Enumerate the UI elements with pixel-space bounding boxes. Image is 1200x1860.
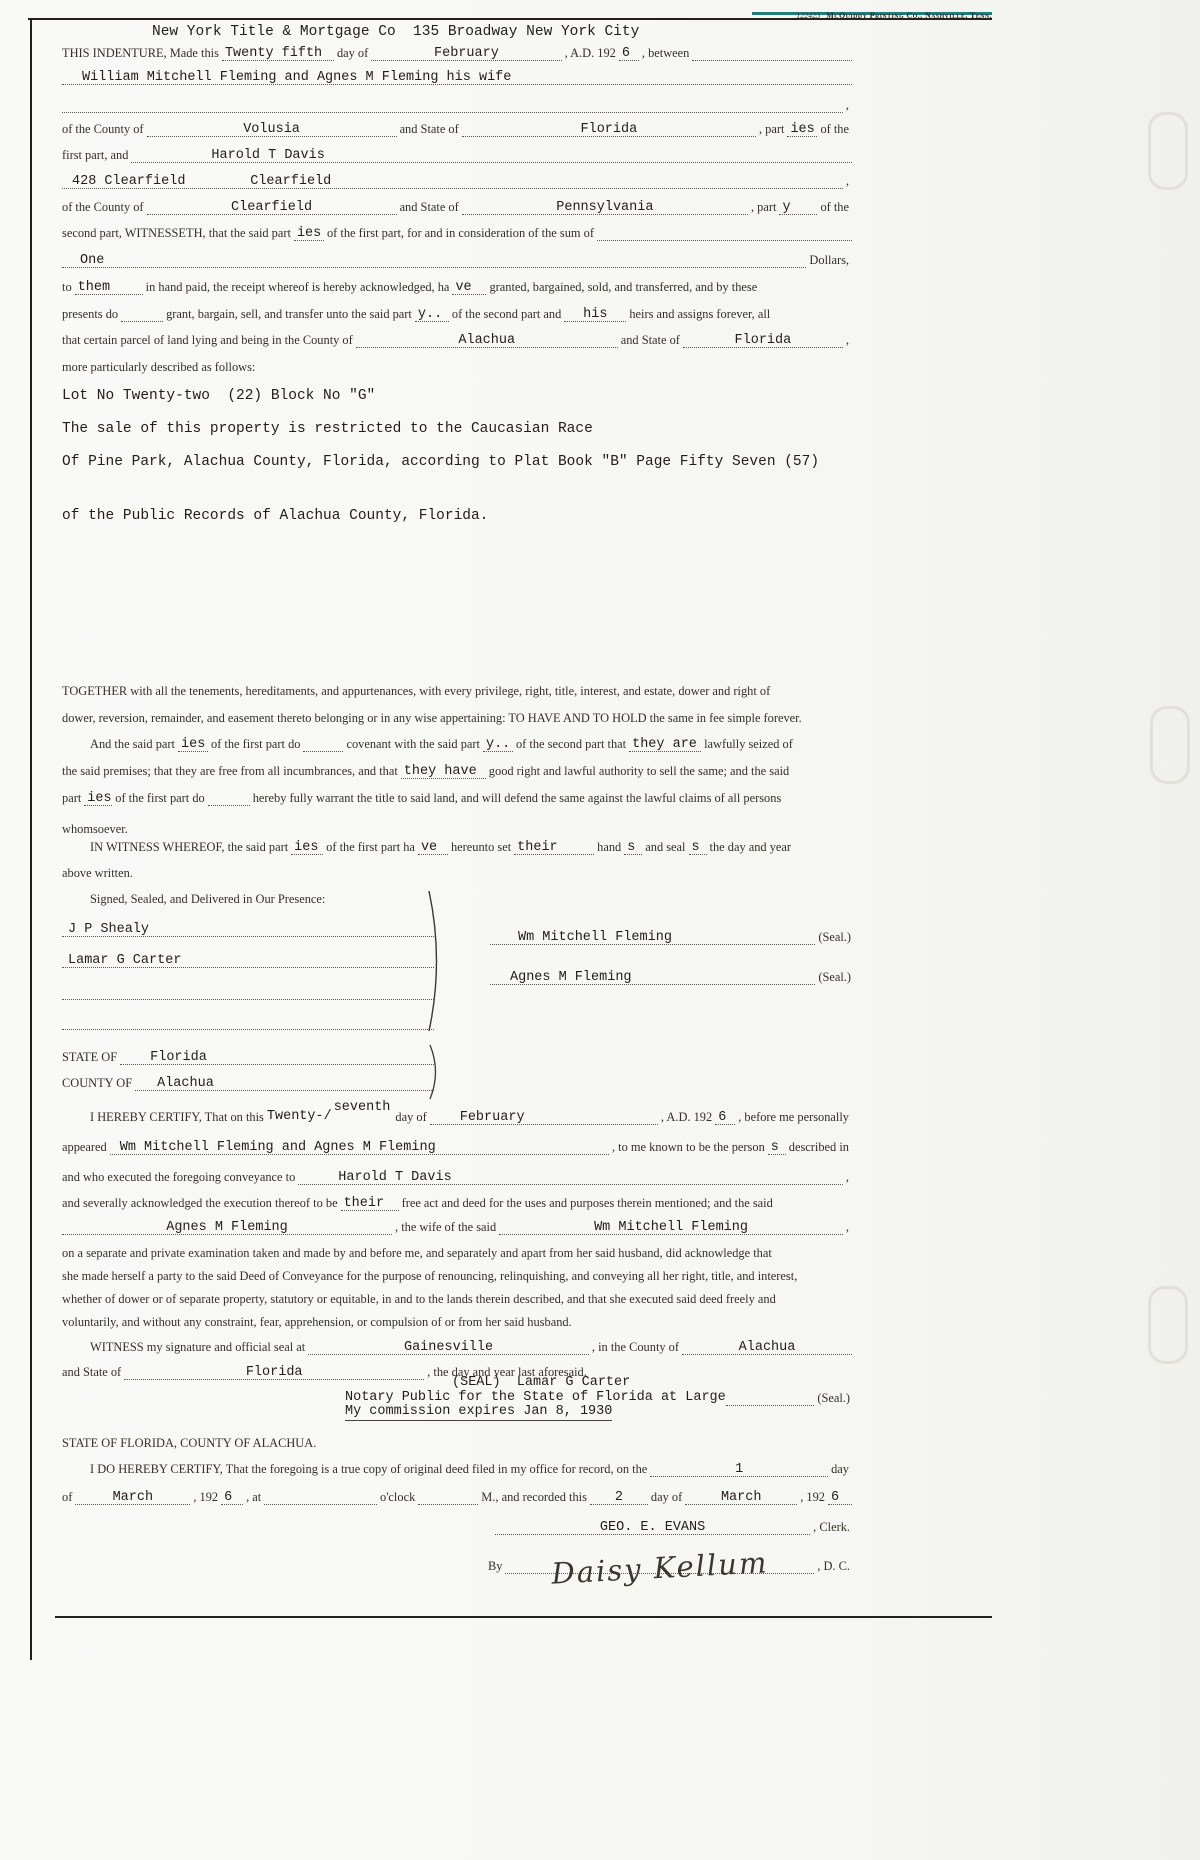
typed-entry: Florida <box>245 1365 303 1381</box>
printed-text: , <box>845 333 849 348</box>
blank-field <box>483 736 513 752</box>
blank-field <box>62 921 434 937</box>
printed-text: , at <box>246 1490 262 1505</box>
description-records <box>62 506 852 525</box>
blank-field <box>62 173 843 189</box>
printed-text: she made herself a party to the said Deed of Conveyance for the purpose of renouncing, relinquishing, and conveying all her right, title, and interest, <box>62 1269 798 1284</box>
typed-entry: Volusia <box>243 122 300 138</box>
blank-field <box>462 199 748 215</box>
printed-text: free act and deed for the uses and purposes therein mentioned; and the said <box>401 1196 773 1211</box>
left-rule <box>30 18 32 1660</box>
blank-field <box>264 1495 377 1505</box>
typed-entry: Florida <box>150 1050 207 1066</box>
printed-text: described in <box>788 1140 849 1155</box>
punch-mark <box>1148 1286 1188 1364</box>
line-certify-2 <box>62 1136 852 1155</box>
printed-text: I HEREBY CERTIFY, That on this <box>90 1110 264 1125</box>
typed-entry: Agnes M Fleming <box>166 1220 288 1236</box>
printed-text: TOGETHER with all the tenements, hereditaments, and appurtenances, with every privilege, right, title, interest, and estate, dower and right of <box>62 684 771 699</box>
typed-entry: Pennsylvania <box>556 200 654 216</box>
line-consideration <box>62 249 852 268</box>
blank-field <box>415 306 449 322</box>
printed-text: and State of <box>62 1365 122 1380</box>
line-certify-7 <box>62 1265 852 1284</box>
witness-signature-3 <box>62 981 434 1000</box>
printed-text: of the <box>820 122 849 137</box>
typed-entry: Twenty fifth <box>224 46 323 62</box>
blank-field <box>221 1489 243 1505</box>
line-in-witness-1 <box>90 836 852 855</box>
typed-entry: Lamar G Carter <box>68 953 182 969</box>
blank-field <box>135 1075 434 1091</box>
printed-text: o'clock <box>380 1490 416 1505</box>
printed-text: on a separate and private examination taken and made by and before me, and separately and apart from her said husband, did acknowledge that <box>62 1246 772 1261</box>
blank-field <box>308 1339 589 1355</box>
printed-text: , Clerk. <box>813 1520 850 1535</box>
blank-field <box>685 1489 797 1505</box>
typed-entry: they are <box>632 737 697 753</box>
typed-entry: One <box>80 253 105 269</box>
printed-text: , D. C. <box>817 1559 850 1574</box>
line-recording-heading <box>62 1432 852 1451</box>
brace-mark <box>427 1043 443 1101</box>
printed-text: lawfully seized of <box>704 737 793 752</box>
typed-entry: Wm Mitchell Fleming <box>594 1220 748 1236</box>
printed-text: , 192 <box>193 1490 219 1505</box>
printed-text: of the second part that <box>515 737 627 752</box>
line-grantee-name <box>62 144 852 163</box>
line-transfer <box>62 303 852 322</box>
printed-text: (Seal.) <box>818 930 851 945</box>
printed-text: second part, WITNESSETH, that the said part <box>62 226 291 241</box>
blank-field <box>590 1489 648 1505</box>
commission-expiry-line <box>345 1402 675 1421</box>
punch-mark <box>1150 706 1190 784</box>
printed-text: and State of <box>620 333 680 348</box>
blank-field <box>726 1396 815 1406</box>
line-witness-seal-1 <box>90 1336 852 1355</box>
typed-entry: 1 <box>735 1462 744 1478</box>
line-parcel-county <box>62 329 852 348</box>
typed-entry: ies <box>294 840 319 856</box>
deputy-clerk-line <box>488 1544 853 1591</box>
printed-text: voluntarily, and without any constraint, fear, apprehension, or compulsion of or from her said husband. <box>62 1315 572 1330</box>
printed-text: , between <box>641 46 690 61</box>
clerk-signature-line <box>495 1516 853 1535</box>
typed-entry: ies <box>87 791 112 807</box>
typed-entry: Harold T Davis <box>211 148 325 164</box>
line-certify-5 <box>62 1216 852 1235</box>
printed-text: , <box>845 174 849 189</box>
printed-text: day of <box>395 1110 427 1125</box>
blank-field <box>495 1519 810 1535</box>
printer-mark <box>742 1 992 20</box>
blank-field <box>147 199 397 215</box>
typed-entry: y.. <box>417 307 443 323</box>
line-together-1 <box>62 680 852 699</box>
printed-text: granted, bargained, sold, and transferred, and by these <box>489 280 758 295</box>
line-certify-9 <box>62 1311 852 1330</box>
typed-entry: ies <box>181 737 206 753</box>
printed-text: covenant with the said part <box>346 737 480 752</box>
printed-text: , <box>845 1220 849 1235</box>
blank-field <box>683 332 843 348</box>
blank-field <box>650 1461 828 1477</box>
blank-field <box>430 1109 658 1125</box>
printed-text: and State of <box>399 200 459 215</box>
printed-text: the day and year <box>709 840 792 855</box>
printed-text: , the wife of the said <box>395 1220 497 1235</box>
printed-text: day of <box>336 46 369 61</box>
typed-entry: Harold T Davis <box>338 1170 452 1186</box>
line-grantee-county-state <box>62 196 852 215</box>
printed-text: of the County of <box>62 200 144 215</box>
blank-field <box>303 742 343 752</box>
blank-field <box>62 103 843 113</box>
state-of-line <box>62 1046 434 1065</box>
printer-mark-text: McQuiddy Printing Co., Nashville, Tenn. <box>826 11 992 20</box>
line-described <box>62 356 852 375</box>
typed-entry: his <box>583 307 608 323</box>
blank-field <box>110 1139 609 1155</box>
printed-text: of the second part and <box>451 307 562 322</box>
typed-entry: March <box>112 1490 154 1506</box>
printed-text: , A.D. 192 <box>564 46 616 61</box>
line-recording-2 <box>62 1486 852 1505</box>
printed-text: hand <box>597 840 622 855</box>
line-covenant-3 <box>62 787 852 806</box>
grantor-signature-2 <box>490 966 854 985</box>
typed-entry: Alachua <box>157 1076 214 1092</box>
brace-mark <box>426 889 446 1033</box>
blank-field <box>452 279 486 295</box>
line-certify-4 <box>62 1192 852 1211</box>
blank-field <box>62 69 852 85</box>
printed-text: , before me personally <box>738 1110 849 1125</box>
punch-mark <box>1148 112 1188 190</box>
line-indenture-date <box>62 42 852 61</box>
printed-text: day of <box>650 1490 683 1505</box>
line-grantee-address <box>62 170 852 189</box>
blank-field <box>62 990 434 1000</box>
blank-field <box>121 312 163 322</box>
typed-text: seventh <box>333 1100 391 1116</box>
blank-field <box>682 1339 852 1355</box>
printed-text: , <box>845 98 849 113</box>
blank-field <box>779 199 817 215</box>
typed-entry: 6 <box>621 46 630 62</box>
typed-entry: y <box>782 200 791 216</box>
printed-text: By <box>488 1559 503 1574</box>
typed-entry: ies <box>296 226 322 242</box>
blank-field <box>120 1049 434 1065</box>
printer-mark-text: 122425 <box>796 11 821 20</box>
typed-entry: Clearfield <box>231 200 313 216</box>
printed-text: whomsoever. <box>62 822 128 837</box>
blank-field <box>75 279 143 295</box>
typed-entry: J P Shealy <box>68 922 150 938</box>
typed-entry: February <box>459 1110 525 1126</box>
printed-text: WITNESS my signature and official seal at <box>90 1340 306 1355</box>
typed-entry: Wm Mitchell Fleming <box>518 930 672 946</box>
blank-field <box>124 1364 424 1380</box>
printed-text: of the first part do <box>115 791 205 806</box>
blank-field <box>62 252 806 268</box>
typed-entry: Florida <box>580 122 638 138</box>
printed-text: (Seal.) <box>818 970 851 985</box>
printed-text: hereunto set <box>450 840 512 855</box>
line-recording-1 <box>90 1458 852 1477</box>
typed-entry: Wm Mitchell Fleming and Agnes M Fleming <box>119 1140 436 1156</box>
printed-text: and who executed the foregoing conveyance to <box>62 1170 296 1185</box>
printed-text: , <box>845 1170 849 1185</box>
printed-text: the said premises; that they are free from all incumbrances, and that <box>62 764 398 779</box>
blank-field <box>418 839 448 855</box>
printed-text: above written. <box>62 866 133 881</box>
blank-field <box>619 45 639 61</box>
printed-text: more particularly described as follows: <box>62 360 256 375</box>
typed-text: The sale of this property is restricted to the Caucasian Race <box>62 421 593 438</box>
blank-field <box>689 839 707 855</box>
typed-entry: Alachua <box>738 1340 796 1356</box>
printed-text: whether of dower or of separate property, statutory or equitable, in and to the lands therein described, and that she executed said deed freely and <box>62 1292 776 1307</box>
printed-text: dower, reversion, remainder, and easement thereto belonging or in any wise appertaining: TO HAVE AND TO HOLD the same in fee simple forever. <box>62 711 802 726</box>
typed-entry: ies <box>790 122 815 138</box>
printed-text: and State of <box>399 122 459 137</box>
witness-signature-1 <box>62 918 434 937</box>
typed-entry: their <box>517 840 558 856</box>
line-together-2 <box>62 707 852 726</box>
typed-text: Twenty-/ <box>266 1109 332 1125</box>
signed-sealed-label <box>90 888 520 907</box>
typed-entry: Gainesville <box>403 1340 494 1356</box>
line-certify-8 <box>62 1288 852 1307</box>
grantor-signature-1 <box>490 926 854 945</box>
line-grantor-county-state <box>62 118 852 137</box>
printed-text: STATE OF FLORIDA, COUNTY OF ALACHUA. <box>62 1436 317 1451</box>
blank-field <box>222 45 334 61</box>
typed-entry: 6 <box>224 1490 233 1506</box>
printed-text: , in the County of <box>591 1340 679 1355</box>
typed-text: (SEAL) Lamar G Carter <box>452 1375 631 1391</box>
printed-text: M., and recorded this <box>481 1490 587 1505</box>
printed-text: of the first part do <box>211 737 301 752</box>
printed-text: , part <box>750 200 777 215</box>
printed-text: that certain parcel of land lying and being in the County of <box>62 333 353 348</box>
printed-text: COUNTY OF <box>62 1076 133 1091</box>
blank-field <box>418 1495 478 1505</box>
line-certify-1 <box>90 1100 852 1126</box>
blank-field <box>62 1219 392 1235</box>
company-header <box>152 22 752 41</box>
witness-signature-4 <box>62 1011 434 1030</box>
printed-text: heirs and assigns forever, all <box>629 307 771 322</box>
typed-entry: Florida <box>734 333 792 349</box>
blank-field <box>298 1169 843 1185</box>
blank-field <box>147 121 397 137</box>
line-receipt <box>62 276 852 295</box>
blank-field <box>490 969 815 985</box>
blank-field <box>341 1195 399 1211</box>
blank-field <box>768 1139 786 1155</box>
typed-entry: ve <box>420 840 438 856</box>
printed-text: , A.D. 192 <box>660 1110 713 1125</box>
typed-text: Of Pine Park, Alachua County, Florida, according to Plat Book "B" Page Fifty Seven (57) <box>62 454 820 471</box>
blank-field <box>499 1219 843 1235</box>
line-witnesseth <box>62 222 852 241</box>
typed-entry: GEO. E. EVANS <box>599 1520 706 1536</box>
blank-field <box>490 929 815 945</box>
blank-field <box>624 839 642 855</box>
blank-field <box>692 51 852 61</box>
typed-text: of the Public Records of Alachua County, Florida. <box>62 508 489 525</box>
printed-text: I DO HEREBY CERTIFY, That the foregoing is a true copy of original deed filed in my office for record, on the <box>90 1462 648 1477</box>
blank-field <box>371 45 561 61</box>
county-of-line <box>62 1072 434 1091</box>
line-covenant-2 <box>62 760 852 779</box>
blank-field <box>715 1109 735 1125</box>
printed-text: hereby fully warrant the title to said land, and will defend the same against the lawful claims of all persons <box>252 791 782 806</box>
printed-text: of the County of <box>62 122 144 137</box>
typed-entry: them <box>77 280 111 296</box>
printed-text: IN WITNESS WHEREOF, the said part <box>90 840 289 855</box>
printed-text: grant, bargain, sell, and transfer unto the said part <box>166 307 412 322</box>
printed-text: THIS INDENTURE, Made this <box>62 46 219 61</box>
blank-field <box>208 796 250 806</box>
typed-entry: 2 <box>614 1490 623 1506</box>
typed-entry: their <box>343 1196 385 1212</box>
printed-text: of the <box>820 200 849 215</box>
typed-entry: March <box>720 1490 762 1506</box>
blank-field <box>828 1489 852 1505</box>
blank-field <box>291 839 323 855</box>
blank-field <box>564 306 626 322</box>
typed-entry: s <box>691 840 700 856</box>
blank-field <box>75 1489 190 1505</box>
blank-field <box>178 736 208 752</box>
typed-entry: February <box>434 46 499 62</box>
printed-text: Dollars, <box>809 253 849 268</box>
blank-field <box>787 121 817 137</box>
printed-text: first part, and <box>62 148 129 163</box>
description-restriction <box>62 419 852 438</box>
printed-text: to <box>62 280 72 295</box>
line-covenant-4 <box>62 818 852 837</box>
line-grantor-names <box>62 66 852 85</box>
printed-text: part <box>62 791 82 806</box>
printed-text: STATE OF <box>62 1050 118 1065</box>
blank-field <box>62 952 434 968</box>
printed-text: and severally acknowledged the execution thereof to be <box>62 1196 338 1211</box>
printed-text: and seal <box>645 840 686 855</box>
printed-text: presents do <box>62 307 119 322</box>
typed-text: My commission expires Jan 8, 1930 <box>345 1404 613 1420</box>
witness-signature-2 <box>62 949 434 968</box>
typed-entry: 6 <box>831 1490 840 1506</box>
printed-text: , 192 <box>800 1490 825 1505</box>
printed-text: appeared <box>62 1140 107 1155</box>
printed-text: day <box>831 1462 849 1477</box>
typed-entry: s <box>770 1140 779 1156</box>
blank-field <box>514 839 594 855</box>
typed-entry: s <box>627 840 636 856</box>
handwritten-signature: Daisy Kellum <box>550 1545 770 1591</box>
typed-text: Lot No Twenty-two (22) Block No "G" <box>62 388 376 405</box>
description-plat <box>62 452 852 471</box>
printed-text: of the first part, for and in consideration of the sum of <box>326 226 594 241</box>
typed-text: New York Title & Mortgage Co 135 Broadway New York City <box>152 24 640 41</box>
printed-text: , to me known to be the person <box>611 1140 765 1155</box>
blank-field <box>505 1545 814 1591</box>
description-lot <box>62 386 852 405</box>
printed-text: in hand paid, the receipt whereof is hereby acknowledged, ha <box>145 280 450 295</box>
blank-field <box>294 225 324 241</box>
printed-text: (Seal.) <box>817 1391 850 1406</box>
line-certify-6 <box>62 1242 852 1261</box>
printed-text: Signed, Sealed, and Delivered in Our Presence: <box>90 892 326 907</box>
typed-entry: Alachua <box>458 333 516 349</box>
printed-text: of the first part ha <box>326 840 415 855</box>
blank-field <box>84 790 112 806</box>
typed-entry: ve <box>455 280 472 296</box>
line-covenant-1 <box>90 733 852 752</box>
typed-entry: Agnes M Fleming <box>510 970 632 986</box>
printed-text: good right and lawful authority to sell the same; and the said <box>488 764 790 779</box>
blank-field <box>597 231 852 241</box>
blank-field <box>356 332 618 348</box>
typed-entry: they have <box>403 764 477 780</box>
bottom-rule <box>55 1616 992 1618</box>
printed-text: And the said part <box>90 737 175 752</box>
printed-text: of <box>62 1490 73 1505</box>
blank-field <box>62 1020 434 1030</box>
line-in-witness-2 <box>62 862 852 881</box>
blank-field <box>462 121 756 137</box>
typed-text: Notary Public for the State of Florida at Large <box>345 1390 726 1406</box>
typed-entry: 6 <box>718 1110 727 1126</box>
typed-entry: y.. <box>485 737 511 753</box>
blank-field <box>629 736 701 752</box>
blank-field <box>401 763 486 779</box>
blank-field <box>131 147 852 163</box>
printed-text: , the day and year last aforesaid. <box>427 1365 587 1380</box>
typed-entry: William Mitchell Fleming and Agnes M Fleming his wife <box>82 70 512 86</box>
printed-text: , part <box>758 122 785 137</box>
typed-entry: 428 Clearfield Clearfield <box>72 174 332 190</box>
line-certify-3 <box>62 1166 852 1185</box>
line-blank <box>62 94 852 113</box>
